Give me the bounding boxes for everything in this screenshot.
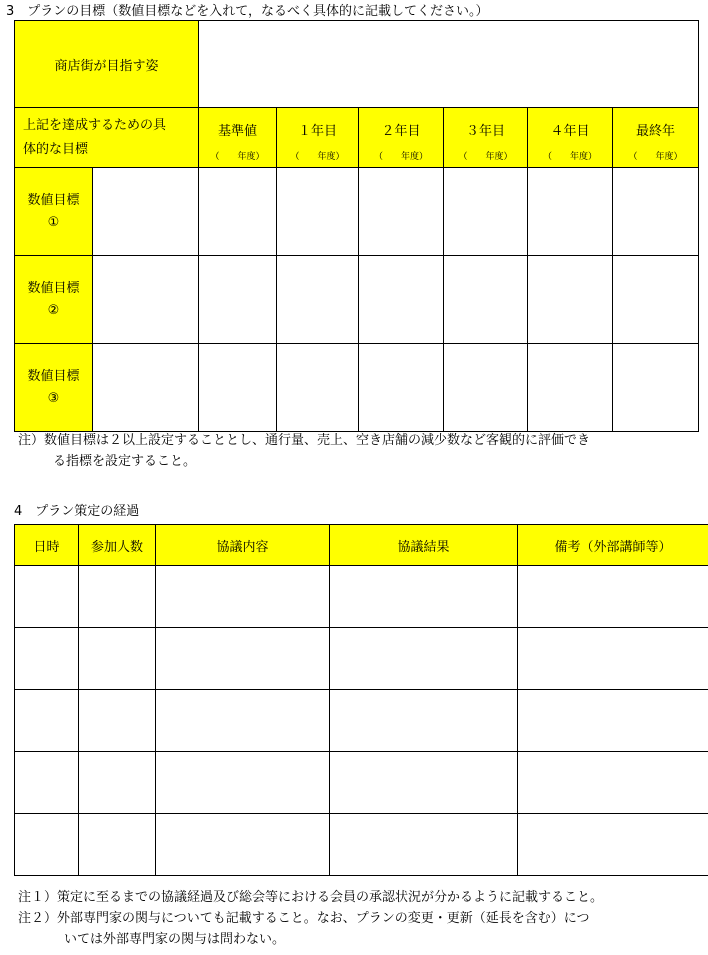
header-datetime: 日時 <box>15 525 79 566</box>
participants-cell[interactable] <box>79 752 156 814</box>
target-value-cell[interactable] <box>199 168 277 256</box>
history-row <box>15 628 708 690</box>
vision-label-cell <box>15 21 199 108</box>
history-header-row <box>15 525 708 566</box>
result-cell[interactable] <box>330 752 518 814</box>
target-value-cell[interactable] <box>359 168 444 256</box>
note-1: 注１）策定に至るまでの協議経過及び総会等における会員の承認状況が分かるように記載すること。 <box>18 890 604 905</box>
target-number: ③ <box>47 390 60 406</box>
target-row <box>15 168 699 256</box>
target-value-cell[interactable] <box>613 256 699 344</box>
year-label: ３年目 <box>466 124 506 139</box>
history-row <box>15 814 708 876</box>
target-value-cell[interactable] <box>444 256 528 344</box>
goal-label-line1: 上記を達成するための具 <box>23 117 167 133</box>
target-value-cell[interactable] <box>528 344 613 432</box>
target-value-cell[interactable] <box>613 168 699 256</box>
target-row <box>15 256 699 344</box>
target-row <box>15 344 699 432</box>
target-value-cell[interactable] <box>528 168 613 256</box>
year-sub: （ 年度） <box>628 152 683 162</box>
year-label: 基準値 <box>218 124 258 139</box>
footer-notes <box>18 887 603 950</box>
target-label: 数値目標 <box>27 192 80 208</box>
datetime-cell[interactable] <box>15 628 79 690</box>
goal-label-line2: 体的な目標 <box>23 141 89 157</box>
plan-goals-table <box>14 20 699 432</box>
discussion-cell[interactable] <box>156 690 330 752</box>
vision-label: 商店街が目指す姿 <box>54 58 159 74</box>
remarks-cell[interactable] <box>518 814 708 876</box>
year-sub: （ 年度） <box>210 152 265 162</box>
year-sub: （ 年度） <box>290 152 345 162</box>
remarks-cell[interactable] <box>518 690 708 752</box>
year-label: １年目 <box>298 124 338 139</box>
remarks-cell[interactable] <box>518 566 708 628</box>
target-value-cell[interactable] <box>359 344 444 432</box>
remarks-cell[interactable] <box>518 752 708 814</box>
target-value-cell[interactable] <box>444 344 528 432</box>
target-description-cell[interactable] <box>93 344 199 432</box>
header-discussion: 協議内容 <box>156 525 330 566</box>
target-value-cell[interactable] <box>528 256 613 344</box>
year-label: ２年目 <box>381 124 421 139</box>
year-label: ４年目 <box>550 124 590 139</box>
target-value-cell[interactable] <box>277 256 359 344</box>
target-value-cell[interactable] <box>199 256 277 344</box>
remarks-cell[interactable] <box>518 628 708 690</box>
target-description-cell[interactable] <box>93 256 199 344</box>
target-value-cell[interactable] <box>199 344 277 432</box>
section4-title: 4 プラン策定の経過 <box>14 504 140 519</box>
result-cell[interactable] <box>330 690 518 752</box>
section3-note-line2: る指標を設定すること。 <box>53 454 197 469</box>
target-value-cell[interactable] <box>359 256 444 344</box>
plan-history-table <box>14 524 708 876</box>
discussion-cell[interactable] <box>156 752 330 814</box>
year-header-1 <box>277 108 359 168</box>
header-remarks: 備考（外部講師等） <box>518 525 708 566</box>
datetime-cell[interactable] <box>15 690 79 752</box>
participants-cell[interactable] <box>79 814 156 876</box>
header-result: 協議結果 <box>330 525 518 566</box>
participants-cell[interactable] <box>79 690 156 752</box>
target-value-cell[interactable] <box>277 168 359 256</box>
year-header-2 <box>359 108 444 168</box>
note-2-line1: 注２）外部専門家の関与についても記載すること。なお、プランの変更・更新（延長を含む）につ <box>18 911 590 926</box>
year-header-baseline <box>199 108 277 168</box>
year-header-final <box>613 108 699 168</box>
discussion-cell[interactable] <box>156 566 330 628</box>
goal-label-cell <box>15 108 199 168</box>
header-participants: 参加人数 <box>79 525 156 566</box>
target-label-cell <box>15 256 93 344</box>
discussion-cell[interactable] <box>156 628 330 690</box>
target-label: 数値目標 <box>27 280 80 296</box>
year-header-3 <box>444 108 528 168</box>
target-value-cell[interactable] <box>613 344 699 432</box>
history-row <box>15 752 708 814</box>
target-label: 数値目標 <box>27 368 80 384</box>
note-2-line2: いては外部専門家の関与は問わない。 <box>64 932 286 947</box>
target-description-cell[interactable] <box>93 168 199 256</box>
result-cell[interactable] <box>330 628 518 690</box>
datetime-cell[interactable] <box>15 566 79 628</box>
target-label-cell <box>15 168 93 256</box>
target-label-cell <box>15 344 93 432</box>
year-sub: （ 年度） <box>458 152 513 162</box>
datetime-cell[interactable] <box>15 814 79 876</box>
target-number: ② <box>47 302 60 318</box>
year-sub: （ 年度） <box>374 152 429 162</box>
result-cell[interactable] <box>330 814 518 876</box>
result-cell[interactable] <box>330 566 518 628</box>
year-header-4 <box>528 108 613 168</box>
target-value-cell[interactable] <box>444 168 528 256</box>
section3-title: 3 プランの目標（数値目標などを入れて，なるべく具体的に記載してください。） <box>6 4 489 19</box>
section3-note-line1: 注）数値目標は２以上設定することとし、通行量、売上、空き店舗の減少数など客観的に評価でき <box>18 433 591 448</box>
participants-cell[interactable] <box>79 566 156 628</box>
history-row <box>15 566 708 628</box>
participants-cell[interactable] <box>79 628 156 690</box>
target-value-cell[interactable] <box>277 344 359 432</box>
history-row <box>15 690 708 752</box>
datetime-cell[interactable] <box>15 752 79 814</box>
year-sub: （ 年度） <box>543 152 598 162</box>
section3-note <box>18 430 590 472</box>
discussion-cell[interactable] <box>156 814 330 876</box>
year-label: 最終年 <box>636 124 676 139</box>
target-number: ① <box>47 214 60 230</box>
vision-input-cell[interactable] <box>199 21 699 108</box>
